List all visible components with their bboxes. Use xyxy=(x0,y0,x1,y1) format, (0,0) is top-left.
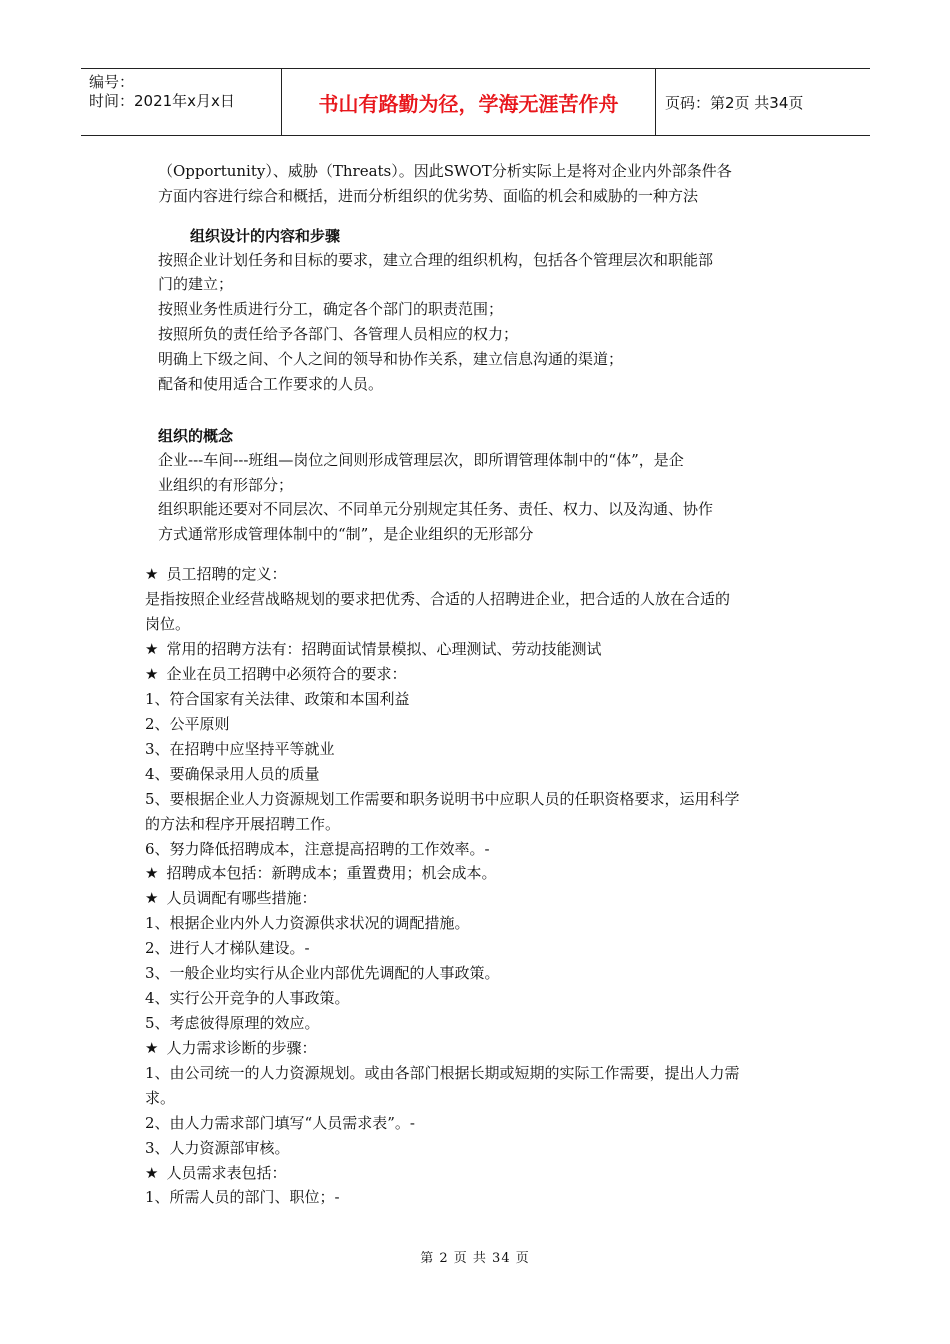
list-item: 5、要根据企业人力资源规划工作需要和职务说明书中应职人员的任职资格要求，运用科学 xyxy=(145,790,740,808)
star-bullet-icon: ★ xyxy=(145,665,159,683)
org-concept-line: 业组织的有形部分； xyxy=(158,476,294,494)
recruit-cost-title: ★ 招聘成本包括：新聘成本；重置费用；机会成本。 xyxy=(145,864,497,882)
list-item: 1、符合国家有关法律、政策和本国利益 xyxy=(145,690,410,708)
list-item: 3、人力资源部审核。 xyxy=(145,1139,290,1157)
list-item: 5、考虑彼得原理的效应。 xyxy=(145,1014,320,1032)
list-item: 6、努力降低招聘成本，注意提高招聘的工作效率。- xyxy=(145,840,490,858)
list-item: 2、公平原则 xyxy=(145,715,230,733)
swot-text-line-2: 方面内容进行综合和概括，进而分析组织的优劣势、面临的机会和威胁的一种方法 xyxy=(158,187,699,205)
star-bullet-icon: ★ xyxy=(145,1039,159,1057)
list-item: 1、根据企业内外人力资源供求状况的调配措施。 xyxy=(145,914,470,932)
header-motto: 书山有路勤为径，学海无涯苦作舟 xyxy=(282,69,656,135)
org-design-line: 配备和使用适合工作要求的人员。 xyxy=(158,375,384,393)
list-item: 1、所需人员的部门、职位；- xyxy=(145,1188,340,1206)
list-item: 1、由公司统一的人力资源规划。或由各部门根据长期或短期的实际工作需要，提出人力需 xyxy=(145,1064,740,1082)
demand-form-title: ★ 人员需求表包括： xyxy=(145,1164,287,1182)
header-meta-cell xyxy=(81,69,282,135)
list-item: 的方法和程序开展招聘工作。 xyxy=(145,815,341,833)
org-concept-line: 企业---车间---班组—岗位之间则形成管理层次，即所谓管理体制中的“体”，是企 xyxy=(158,451,684,469)
recruit-definition-line: 是指按照企业经营战略规划的要求把优秀、合适的人招聘进企业，把合适的人放在合适的 xyxy=(145,590,731,608)
recruit-requirements-title: ★ 企业在员工招聘中必须符合的要求： xyxy=(145,665,407,683)
recruit-definition-title: ★ 员工招聘的定义： xyxy=(145,565,287,583)
staff-allocation-title: ★ 人员调配有哪些措施： xyxy=(145,889,317,907)
star-bullet-icon: ★ xyxy=(145,864,159,882)
recruit-definition-line: 岗位。 xyxy=(145,615,191,633)
org-design-line: 门的建立； xyxy=(158,275,234,293)
star-bullet-icon: ★ xyxy=(145,889,159,907)
hr-demand-title: ★ 人力需求诊断的步骤： xyxy=(145,1039,317,1057)
org-design-heading: 组织设计的内容和步骤 xyxy=(190,227,341,245)
org-design-line: 按照企业计划任务和目标的要求，建立合理的组织机构，包括各个管理层次和职能部 xyxy=(158,251,714,269)
list-item: 4、实行公开竞争的人事政策。 xyxy=(145,989,350,1007)
list-item: 4、要确保录用人员的质量 xyxy=(145,765,320,783)
org-concept-heading: 组织的概念 xyxy=(158,427,234,445)
star-bullet-icon: ★ xyxy=(145,565,159,583)
list-item: 2、由人力需求部门填写“人员需求表”。- xyxy=(145,1114,415,1132)
list-item: 求。 xyxy=(145,1089,176,1107)
header-number-label: 编号： xyxy=(89,73,135,91)
swot-text-line-1: （Opportunity）、威胁（Threats）。因此SWOT分析实际上是将对企业内外部条件各 xyxy=(158,162,732,180)
page-header xyxy=(81,68,870,136)
org-concept-line: 方式通常形成管理体制中的“制”，是企业组织的无形部分 xyxy=(158,525,534,543)
star-bullet-icon: ★ xyxy=(145,640,159,658)
list-item: 2、进行人才梯队建设。- xyxy=(145,939,310,957)
header-time-label: 时间：2021年x月x日 xyxy=(89,92,235,110)
list-item: 3、一般企业均实行从企业内部优先调配的人事政策。 xyxy=(145,964,500,982)
org-design-line: 按照业务性质进行分工，确定各个部门的职责范围； xyxy=(158,300,504,318)
header-page-info: 页码：第2页 共34页 xyxy=(665,93,804,112)
org-design-line: 明确上下级之间、个人之间的领导和协作关系，建立信息沟通的渠道； xyxy=(158,350,624,368)
org-concept-line: 组织职能还要对不同层次、不同单元分别规定其任务、责任、权力、以及沟通、协作 xyxy=(158,500,714,518)
recruit-methods-title: ★ 常用的招聘方法有：招聘面试情景模拟、心理测试、劳动技能测试 xyxy=(145,640,602,658)
org-design-line: 按照所负的责任给予各部门、各管理人员相应的权力； xyxy=(158,325,519,343)
list-item: 3、在招聘中应坚持平等就业 xyxy=(145,740,335,758)
star-bullet-icon: ★ xyxy=(145,1164,159,1182)
page-footer: 第 2 页 共 34 页 xyxy=(420,1251,530,1266)
